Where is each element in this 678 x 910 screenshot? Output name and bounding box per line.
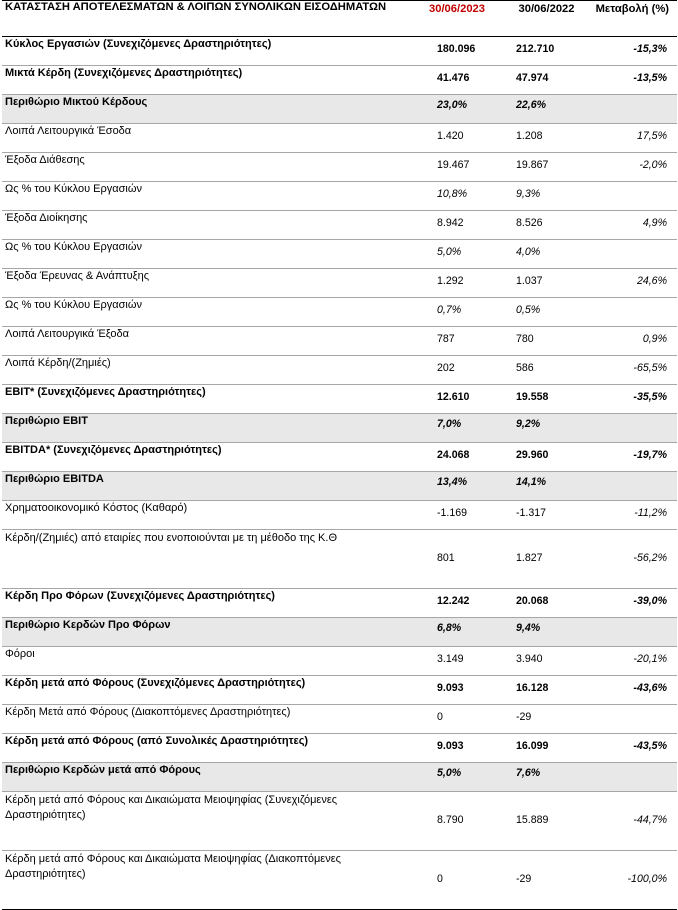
table-row [2, 95, 677, 124]
value-2023: 8.790 [411, 792, 502, 851]
table-row [2, 240, 677, 269]
value-2023: 5,0% [411, 240, 502, 269]
value-2023: 10,8% [411, 182, 502, 211]
change-percent: -11,2% [590, 501, 677, 530]
change-percent: -39,0% [590, 589, 677, 618]
value-2023: 0,7% [411, 298, 502, 327]
row-label: EBIT* (Συνεχιζόμενες Δραστηριότητες) [2, 385, 411, 414]
row-label: Λοιπά Λειτουργικά Έξοδα [2, 327, 411, 356]
row-label: Κέρδη/(Ζημιές) από εταιρίες που ενοποιούνται με τη μέθοδο της Κ.Θ [2, 530, 411, 589]
value-2023: 9.093 [411, 676, 502, 705]
row-label: Κέρδη μετά από Φόρους (Συνεχιζόμενες Δραστηριότητες) [2, 676, 411, 705]
row-label: Μικτά Κέρδη (Συνεχιζόμενες Δραστηριότητες) [2, 66, 411, 95]
row-label: Κέρδη Προ Φόρων (Συνεχιζόμενες Δραστηριότητες) [2, 589, 411, 618]
value-2022: 14,1% [502, 472, 590, 501]
value-2022: 4,0% [502, 240, 590, 269]
value-2023: 6,8% [411, 618, 502, 647]
row-label: Φόροι [2, 647, 411, 676]
value-2023: 13,4% [411, 472, 502, 501]
row-label: Περιθώριο Κερδών Προ Φόρων [2, 618, 411, 647]
value-2022: 3.940 [502, 647, 590, 676]
table-row [2, 37, 677, 66]
value-2022: 9,3% [502, 182, 590, 211]
value-2022: 29.960 [502, 443, 590, 472]
change-percent: 0,9% [590, 327, 677, 356]
row-label: Έξοδα Διοίκησης [2, 211, 411, 240]
value-2023: 41.476 [411, 66, 502, 95]
value-2023: 23,0% [411, 95, 502, 124]
row-label: Περιθώριο Κερδών μετά από Φόρους [2, 763, 411, 792]
value-2022: 1.827 [502, 530, 590, 589]
change-percent: -65,5% [590, 356, 677, 385]
value-2022: 20.068 [502, 589, 590, 618]
row-label: Κέρδη Μετά από Φόρους (Διακοπτόμενες Δραστηριότητες) [2, 705, 411, 734]
change-percent [590, 95, 677, 124]
value-2023: 19.467 [411, 153, 502, 182]
change-percent [590, 763, 677, 792]
row-label: Έξοδα Έρευνας & Ανάπτυξης [2, 269, 411, 298]
value-2022: 8.526 [502, 211, 590, 240]
value-2023: 7,0% [411, 414, 502, 443]
change-percent: 24,6% [590, 269, 677, 298]
value-2023: 24.068 [411, 443, 502, 472]
value-2023: 1.292 [411, 269, 502, 298]
table-row [2, 66, 677, 95]
change-percent [590, 472, 677, 501]
table-row [2, 153, 677, 182]
table-row [2, 182, 677, 211]
table-row [2, 530, 677, 589]
value-2022: 0,5% [502, 298, 590, 327]
value-2022: 586 [502, 356, 590, 385]
table-row [2, 269, 677, 298]
change-percent [590, 240, 677, 269]
row-label: Περιθώριο Μικτού Κέρδους [2, 95, 411, 124]
change-percent [590, 298, 677, 327]
value-2023: 202 [411, 356, 502, 385]
table-row [2, 792, 677, 851]
value-2022: 22,6% [502, 95, 590, 124]
table-title: ΚΑΤΑΣΤΑΣΗ ΑΠΟΤΕΛΕΣΜΑΤΩΝ & ΛΟΙΠΩΝ ΣΥΝΟΛΙΚΩΝ ΕΙΣΟΔΗΜΑΤΩΝ [2, 1, 411, 37]
table-row [2, 327, 677, 356]
value-2022: 212.710 [502, 37, 590, 66]
value-2023: -1.169 [411, 501, 502, 530]
row-label: Λοιπά Κέρδη/(Ζημιές) [2, 356, 411, 385]
value-2023: 3.149 [411, 647, 502, 676]
change-percent: -20,1% [590, 647, 677, 676]
change-percent: -100,0% [590, 851, 677, 910]
value-2023: 1.420 [411, 124, 502, 153]
change-percent [590, 182, 677, 211]
value-2023: 8.942 [411, 211, 502, 240]
change-percent: -19,7% [590, 443, 677, 472]
value-2022: 19.558 [502, 385, 590, 414]
change-percent: -15,3% [590, 37, 677, 66]
row-label: Περιθώριο EBIT [2, 414, 411, 443]
table-row [2, 298, 677, 327]
change-percent [590, 414, 677, 443]
value-2022: 780 [502, 327, 590, 356]
table-row [2, 124, 677, 153]
table-row [2, 851, 677, 910]
value-2023: 12.242 [411, 589, 502, 618]
table-row [2, 763, 677, 792]
change-percent: -43,5% [590, 734, 677, 763]
row-label: EBITDA* (Συνεχιζόμενες Δραστηριότητες) [2, 443, 411, 472]
value-2022: 15.889 [502, 792, 590, 851]
value-2022: 7,6% [502, 763, 590, 792]
row-label: Κέρδη μετά από Φόρους και Δικαιώματα Μειοψηφίας (Συνεχιζόμενες Δραστηριότητες) [2, 792, 411, 851]
change-percent [590, 618, 677, 647]
change-percent: 17,5% [590, 124, 677, 153]
table-row [2, 385, 677, 414]
table-row [2, 705, 677, 734]
value-2022: -29 [502, 851, 590, 910]
value-2023: 12.610 [411, 385, 502, 414]
table-row [2, 618, 677, 647]
change-percent: -13,5% [590, 66, 677, 95]
value-2022: 1.208 [502, 124, 590, 153]
table-row [2, 676, 677, 705]
value-2022: 1.037 [502, 269, 590, 298]
column-header-change: Μεταβολή (%) [590, 1, 677, 37]
change-percent: -2,0% [590, 153, 677, 182]
value-2022: 9,4% [502, 618, 590, 647]
value-2023: 801 [411, 530, 502, 589]
change-percent: -56,2% [590, 530, 677, 589]
change-percent: -35,5% [590, 385, 677, 414]
row-label: Ως % του Κύκλου Εργασιών [2, 298, 411, 327]
column-header-2023: 30/06/2023 [411, 1, 502, 37]
row-label: Έξοδα Διάθεσης [2, 153, 411, 182]
row-label: Κύκλος Εργασιών (Συνεχιζόμενες Δραστηριότητες) [2, 37, 411, 66]
row-label: Χρηματοοικονομικό Κόστος (Καθαρό) [2, 501, 411, 530]
table-header-row [2, 1, 677, 37]
table-row [2, 443, 677, 472]
value-2023: 180.096 [411, 37, 502, 66]
table-row [2, 734, 677, 763]
table-row [2, 211, 677, 240]
value-2022: 16.128 [502, 676, 590, 705]
income-statement-table [2, 0, 677, 910]
value-2022: 47.974 [502, 66, 590, 95]
value-2022: 16.099 [502, 734, 590, 763]
value-2022: -1.317 [502, 501, 590, 530]
row-label: Κέρδη μετά από Φόρους και Δικαιώματα Μειοψηφίας (Διακοπτόμενες Δραστηριότητες) [2, 851, 411, 910]
row-label: Λοιπά Λειτουργικά Έσοδα [2, 124, 411, 153]
table-row [2, 501, 677, 530]
value-2022: -29 [502, 705, 590, 734]
row-label: Ως % του Κύκλου Εργασιών [2, 182, 411, 211]
value-2022: 9,2% [502, 414, 590, 443]
table-row [2, 647, 677, 676]
value-2022: 19.867 [502, 153, 590, 182]
row-label: Κέρδη μετά από Φόρους (από Συνολικές Δραστηριότητες) [2, 734, 411, 763]
value-2023: 0 [411, 705, 502, 734]
table-row [2, 589, 677, 618]
table-row [2, 356, 677, 385]
change-percent: -43,6% [590, 676, 677, 705]
value-2023: 0 [411, 851, 502, 910]
value-2023: 787 [411, 327, 502, 356]
table-row [2, 414, 677, 443]
change-percent: 4,9% [590, 211, 677, 240]
row-label: Περιθώριο EBITDA [2, 472, 411, 501]
row-label: Ως % του Κύκλου Εργασιών [2, 240, 411, 269]
change-percent [590, 705, 677, 734]
column-header-2022: 30/06/2022 [502, 1, 590, 37]
value-2023: 9.093 [411, 734, 502, 763]
change-percent: -44,7% [590, 792, 677, 851]
table-row [2, 472, 677, 501]
value-2023: 5,0% [411, 763, 502, 792]
